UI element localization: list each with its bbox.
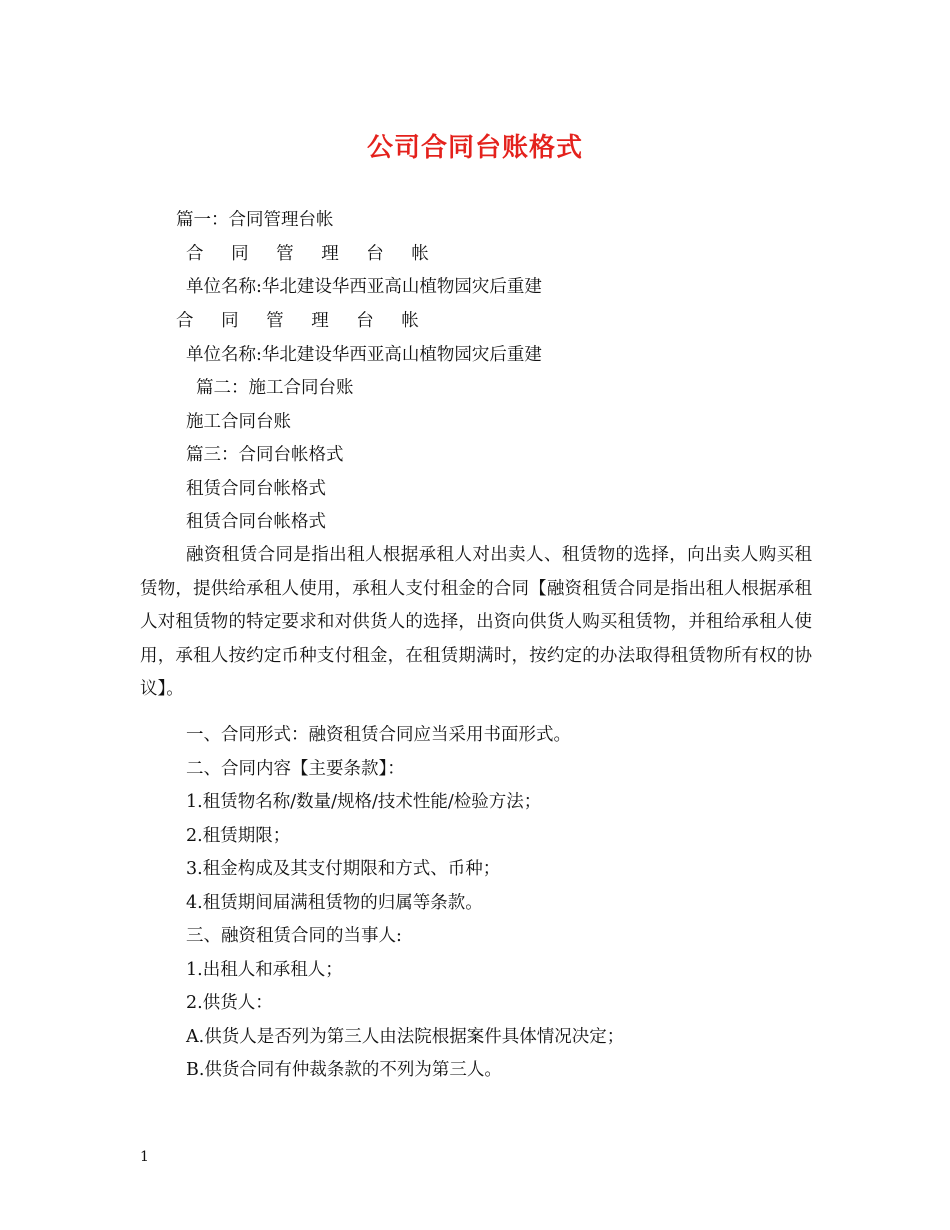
list-item: 二、合同内容【主要条款】：: [186, 759, 405, 779]
unit-name-line: 单位名称:华北建设华西亚高山植物园灾后重建: [186, 345, 542, 365]
list-item: 一、合同形式：融资租赁合同应当采用书面形式。: [186, 725, 571, 745]
page-title: 公司合同台账格式: [366, 133, 583, 163]
section-heading-2: 篇二：施工合同台账: [196, 378, 354, 398]
list-item: 4.租赁期间届满租赁物的归属等条款。: [186, 893, 483, 913]
subheading: 施工合同台账: [186, 412, 291, 432]
list-item: 三、融资租赁合同的当事人:: [186, 926, 402, 946]
ledger-heading: 合 同 管 理 台 帐: [176, 311, 430, 331]
list-item: 2.租赁期限；: [186, 826, 291, 846]
list-item: B.供货合同有仲裁条款的不列为第三人。: [186, 1060, 502, 1080]
list-item: A.供货人是否列为第三人由法院根据案件具体情况决定；: [186, 1027, 625, 1047]
unit-name-line: 单位名称:华北建设华西亚高山植物园灾后重建: [186, 277, 542, 297]
page-number: 1: [140, 1149, 149, 1165]
list-item: 1.出租人和承租人；: [186, 960, 343, 980]
list-item: 1.租赁物名称/数量/规格/技术性能/检验方法；: [186, 792, 542, 812]
body-paragraph: 融资租赁合同是指出租人根据承租人对出卖人、租赁物的选择，向出卖人购买租赁物，提供给承租人使用，承租人支付租金的合同【融资租赁合同是指出租人根据承租人对租赁物的特定要求和对供货人的选择，出资向供货人购买租赁物，并租给承租人使用，承租人按约定币种支付租金，在租赁期满时，按约定的办法取得租赁物所有权的协议】。: [140, 545, 812, 699]
list-item: 3.租金构成及其支付期限和方式、币种；: [186, 859, 501, 879]
list-item: 2.供货人：: [186, 993, 273, 1013]
subheading: 租赁合同台帐格式: [186, 479, 326, 499]
section-heading-3: 篇三：合同台帐格式: [186, 445, 344, 465]
section-heading-1: 篇一：合同管理台帐: [176, 210, 334, 230]
ledger-heading: 合 同 管 理 台 帐: [186, 244, 440, 264]
subheading: 租赁合同台帐格式: [186, 512, 326, 532]
